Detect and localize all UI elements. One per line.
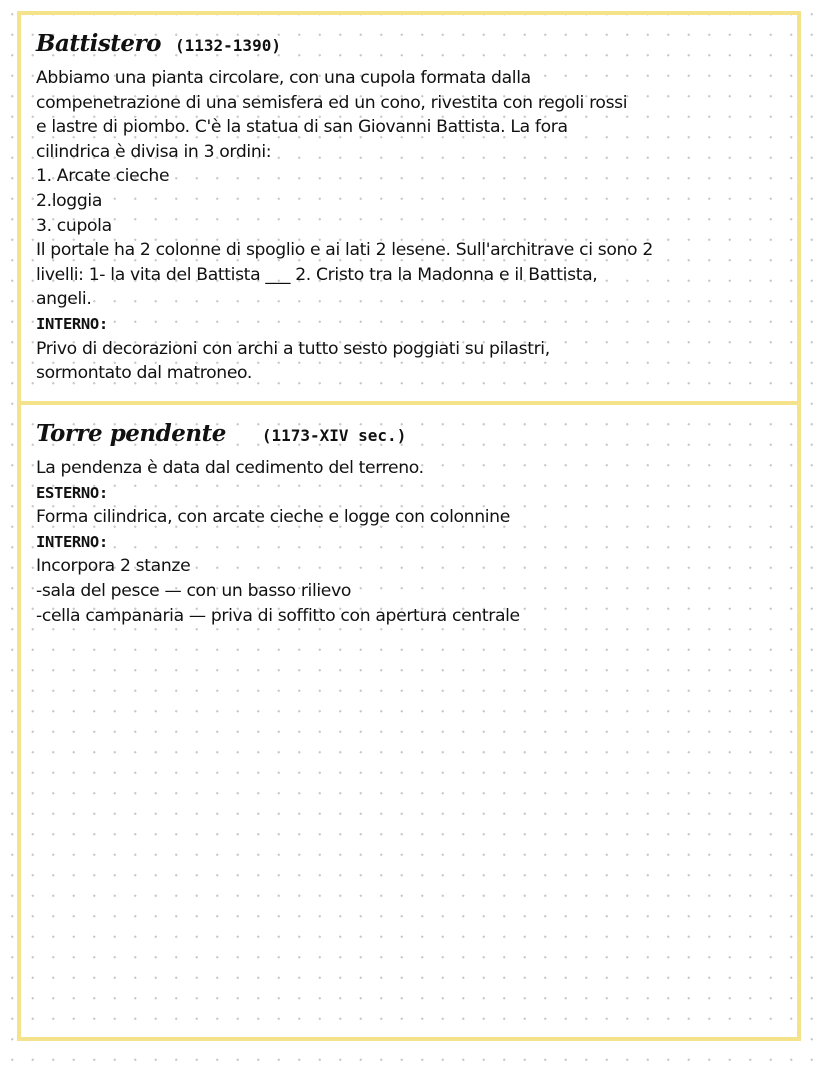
note-line: Privo di decorazioni con archi a tutto sesto poggiati su pilastri,	[36, 338, 550, 359]
interno-label: INTERNO:	[36, 314, 108, 333]
note-line: Il portale ha 2 colonne di spoglio e ai lati 2 lesene. Sull'architrave ci sono 2	[36, 240, 653, 261]
battistero-title: Battistero	[36, 30, 161, 57]
interno-label: INTERNO:	[36, 532, 108, 551]
torre-heading	[36, 420, 798, 452]
note-line: compenetrazione di una semisfera ed un cono, rivestita con regoli rossi	[36, 92, 628, 113]
note-line: angeli.	[36, 289, 92, 310]
note-line: 1. Arcate cieche	[36, 166, 170, 187]
note-line: livelli: 1- la vita del Battista ___ 2. Cristo tra la Madonna e il Battista,	[36, 264, 598, 285]
note-line: cilindrica è divisa in 3 ordini:	[36, 141, 272, 162]
section-divider	[17, 401, 801, 405]
esterno-label: ESTERNO:	[36, 483, 108, 502]
battistero-dates: (1132-1390)	[175, 36, 281, 55]
note-line: Forma cilindrica, con arcate cieche e logge con colonnine	[36, 507, 510, 528]
torre-dates: (1173-XIV sec.)	[261, 426, 407, 445]
section-torre	[36, 420, 798, 628]
note-line: -sala del pesce — con un basso rilievo	[36, 580, 352, 601]
note-line: La pendenza è data dal cedimento del terreno.	[36, 458, 424, 478]
note-line: sormontato dal matroneo.	[36, 363, 253, 384]
torre-notes	[36, 456, 798, 628]
note-line: Incorpora 2 stanze	[36, 556, 191, 577]
note-line: -cella campanaria — priva di soffitto con apertura centrale	[36, 605, 520, 626]
note-line: e lastre di piombo. C'è la statua di san Giovanni Battista. La fora	[36, 117, 568, 138]
note-line: 2.loggia	[36, 190, 103, 211]
battistero-heading	[36, 30, 798, 62]
note-line: 3. cupola	[36, 215, 112, 236]
battistero-notes	[36, 66, 798, 386]
section-battistero	[36, 30, 798, 386]
note-line: Abbiamo una pianta circolare, con una cupola formata dalla	[36, 68, 531, 88]
torre-title: Torre pendente	[36, 420, 226, 447]
